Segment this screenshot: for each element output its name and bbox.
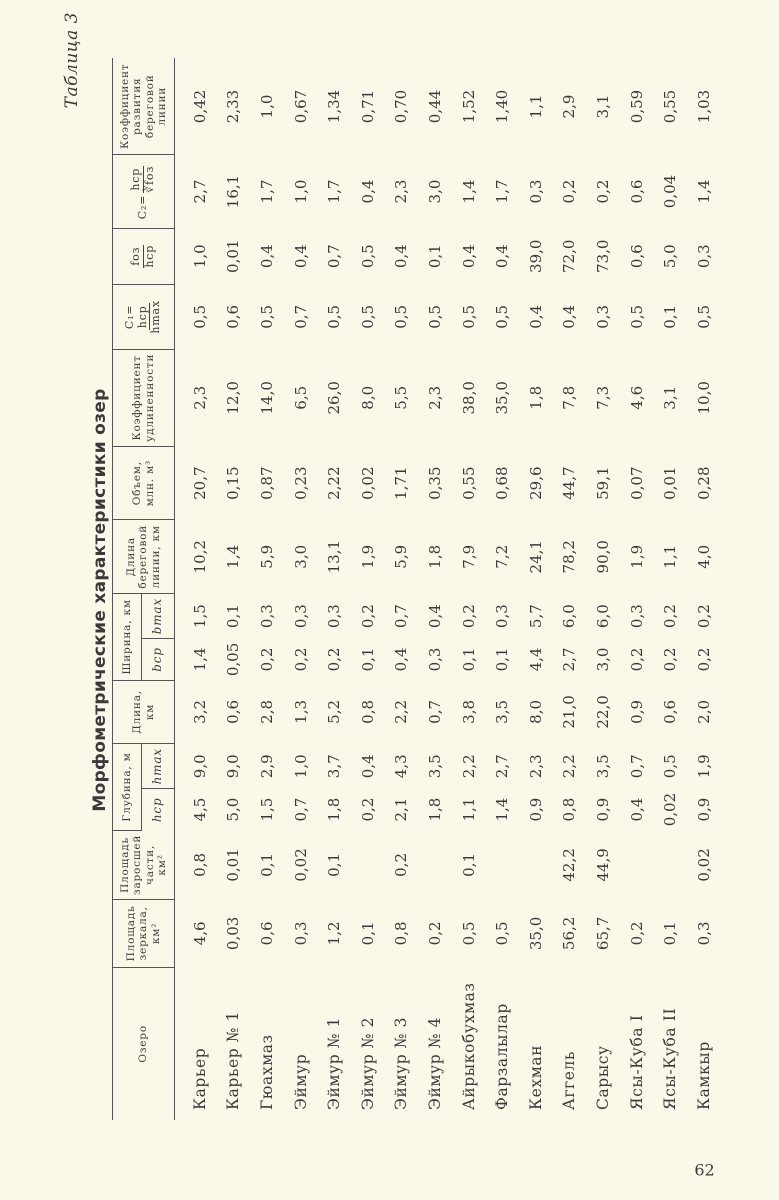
table-row xyxy=(553,58,587,1120)
cell-b-max: 0,1 xyxy=(224,604,243,629)
cell-b-max: 0,2 xyxy=(661,604,680,629)
header-elongation: Коэффициент удлиненности xyxy=(113,349,175,446)
cell-shoreline-dev: 0,42 xyxy=(190,89,209,124)
c1-denominator: hmax xyxy=(149,300,163,334)
cell-c2: 0,2 xyxy=(560,179,579,204)
cell-elongation: 1,8 xyxy=(526,385,545,410)
cell-overgrown-area: 0,01 xyxy=(224,848,243,882)
cell-f-h: 0,3 xyxy=(694,244,713,269)
cell-h-max: 2,9 xyxy=(257,754,276,779)
cell-c2: 0,04 xyxy=(661,174,680,209)
morphometric-table xyxy=(112,58,721,1120)
cell-lake: Сарысу xyxy=(593,1045,612,1110)
cell-c1: 0,1 xyxy=(661,304,680,329)
cell-elongation: 2,3 xyxy=(190,385,209,410)
cell-b-avg: 0,4 xyxy=(392,647,411,672)
cell-shoreline-length: 4,0 xyxy=(694,544,713,569)
cell-f-h: 72,0 xyxy=(560,239,579,273)
cell-shoreline-length: 1,1 xyxy=(661,544,680,569)
cell-volume: 0,15 xyxy=(224,466,243,500)
cell-shoreline-length: 1,8 xyxy=(425,544,444,569)
header-width-group: Ширина, км xyxy=(113,594,142,681)
cell-mirror-area: 0,1 xyxy=(358,921,377,946)
table-row xyxy=(175,58,217,1120)
cell-length: 0,6 xyxy=(224,699,243,724)
cell-shoreline-dev: 0,59 xyxy=(627,89,646,124)
cell-mirror-area: 0,03 xyxy=(224,916,243,951)
cell-volume: 0,55 xyxy=(459,466,478,500)
cell-shoreline-dev: 1,0 xyxy=(257,94,276,119)
table-body xyxy=(175,58,721,1120)
cell-b-max: 0,7 xyxy=(392,604,411,629)
cell-c1: 0,5 xyxy=(459,304,478,329)
cell-h-avg: 1,8 xyxy=(425,797,444,822)
cell-lake: Айрыкобухмаз xyxy=(459,982,478,1110)
cell-b-avg: 0,2 xyxy=(627,647,646,672)
cell-length: 8,0 xyxy=(526,699,545,724)
cell-volume: 29,6 xyxy=(526,466,545,500)
cell-volume: 2,22 xyxy=(325,466,344,500)
cell-b-avg: 0,2 xyxy=(325,647,344,672)
cell-mirror-area: 35,0 xyxy=(526,916,545,951)
cell-b-max: 0,3 xyxy=(627,604,646,629)
header-h-avg: hср xyxy=(142,789,175,830)
cell-shoreline-dev: 1,1 xyxy=(526,94,545,119)
header-c2 xyxy=(113,155,175,228)
cell-length: 2,2 xyxy=(392,699,411,724)
cell-shoreline-dev: 2,33 xyxy=(224,89,243,124)
cell-h-max: 1,0 xyxy=(291,754,310,779)
cell-b-max: 0,2 xyxy=(459,604,478,629)
cell-elongation: 26,0 xyxy=(325,381,344,415)
header-shoreline-development: Коэффициент развития береговой линии xyxy=(113,58,175,155)
cell-shoreline-dev: 0,55 xyxy=(661,89,680,124)
page-number: 62 xyxy=(694,1160,715,1180)
cell-h-avg: 0,7 xyxy=(291,797,310,822)
c2-denominator: ∛fоз xyxy=(143,165,156,193)
cell-lake: Гюахмаз xyxy=(257,1034,276,1110)
cell-h-avg: 2,1 xyxy=(392,797,411,822)
cell-f-h: 0,7 xyxy=(325,244,344,269)
cell-length: 3,2 xyxy=(190,699,209,724)
table-row xyxy=(586,58,620,1120)
cell-elongation: 12,0 xyxy=(224,381,243,415)
cell-elongation: 2,3 xyxy=(425,385,444,410)
cell-h-avg: 0,9 xyxy=(694,797,713,822)
cell-b-max: 0,2 xyxy=(694,604,713,629)
cell-c2: 0,6 xyxy=(627,179,646,204)
cell-elongation: 4,6 xyxy=(627,385,646,410)
cell-shoreline-dev: 1,34 xyxy=(325,89,344,124)
cell-mirror-area: 0,1 xyxy=(661,921,680,946)
cell-h-max: 2,2 xyxy=(560,754,579,779)
cell-shoreline-length: 10,2 xyxy=(190,540,209,574)
cell-volume: 20,7 xyxy=(190,466,209,500)
cell-c1: 0,5 xyxy=(325,304,344,329)
cell-c1: 0,6 xyxy=(224,304,243,329)
header-b-max: bmax xyxy=(142,594,175,639)
cell-b-avg: 0,05 xyxy=(224,642,243,677)
cell-elongation: 7,8 xyxy=(560,385,579,410)
cell-c2: 1,7 xyxy=(493,179,512,204)
cell-volume: 0,87 xyxy=(257,466,276,500)
cell-h-avg: 0,2 xyxy=(358,797,377,822)
cell-h-max: 9,0 xyxy=(224,754,243,779)
cell-h-avg: 5,0 xyxy=(224,797,243,822)
cell-length: 2,8 xyxy=(257,699,276,724)
cell-lake: Эймур № 2 xyxy=(358,1016,377,1110)
cell-elongation: 38,0 xyxy=(459,381,478,415)
cell-volume: 0,01 xyxy=(661,466,680,500)
cell-h-avg: 0,4 xyxy=(627,797,646,822)
cell-b-avg: 0,2 xyxy=(661,647,680,672)
header-h-max: hmax xyxy=(142,744,175,789)
cell-c2: 2,7 xyxy=(190,179,209,204)
cell-b-max: 0,3 xyxy=(291,604,310,629)
cell-lake: Аггель xyxy=(560,1050,579,1110)
table-row xyxy=(653,58,687,1120)
cell-lake: Эймур № 4 xyxy=(425,1016,444,1110)
header-lake: Озеро xyxy=(113,967,175,1120)
cell-overgrown-area: 0,02 xyxy=(694,848,713,882)
fh-fraction xyxy=(130,243,156,270)
cell-h-avg: 0,8 xyxy=(560,797,579,822)
cell-shoreline-dev: 3,1 xyxy=(593,94,612,119)
cell-mirror-area: 0,5 xyxy=(459,921,478,946)
cell-h-max: 3,7 xyxy=(325,754,344,779)
cell-b-avg: 0,3 xyxy=(425,647,444,672)
cell-b-avg: 0,1 xyxy=(459,647,478,672)
cell-elongation: 8,0 xyxy=(358,385,377,410)
cell-h-max: 0,7 xyxy=(627,754,646,779)
cell-overgrown-area: 0,1 xyxy=(257,853,276,877)
cell-f-h: 73,0 xyxy=(593,239,612,273)
cell-f-h: 0,4 xyxy=(392,244,411,269)
cell-overgrown-area xyxy=(519,830,553,899)
cell-elongation: 5,5 xyxy=(392,385,411,410)
cell-volume: 59,1 xyxy=(593,466,612,500)
cell-overgrown-area: 0,8 xyxy=(190,853,209,877)
cell-volume: 44,7 xyxy=(560,466,579,500)
cell-b-max: 6,0 xyxy=(593,604,612,629)
table-row xyxy=(385,58,419,1120)
cell-lake: Эймур xyxy=(291,1053,310,1110)
cell-c1: 0,4 xyxy=(560,304,579,329)
cell-shoreline-dev: 2,9 xyxy=(560,94,579,119)
table-row xyxy=(418,58,452,1120)
cell-volume: 0,35 xyxy=(425,466,444,500)
cell-shoreline-dev: 0,44 xyxy=(425,89,444,124)
table-row xyxy=(687,58,721,1120)
cell-b-avg: 0,2 xyxy=(694,647,713,672)
cell-overgrown-area: 0,2 xyxy=(392,853,411,877)
cell-length: 2,0 xyxy=(694,699,713,724)
cell-mirror-area: 56,2 xyxy=(560,916,579,951)
cell-mirror-area: 4,6 xyxy=(190,921,209,946)
cell-lake: Ясы-Куба I xyxy=(627,1014,646,1110)
table-row xyxy=(452,58,486,1120)
cell-elongation: 7,3 xyxy=(593,385,612,410)
cell-b-max: 1,5 xyxy=(190,604,209,629)
cell-b-max: 0,3 xyxy=(493,604,512,629)
cell-shoreline-length: 78,2 xyxy=(560,540,579,574)
cell-mirror-area: 0,3 xyxy=(291,921,310,946)
table-row xyxy=(317,58,351,1120)
cell-mirror-area: 65,7 xyxy=(593,916,612,951)
cell-c2: 0,2 xyxy=(593,179,612,204)
cell-overgrown-area: 44,9 xyxy=(593,848,612,882)
header-overgrown-area: Площадь заросшей части, км² xyxy=(113,830,175,899)
header-length: Длина, км xyxy=(113,680,175,744)
cell-shoreline-length: 7,9 xyxy=(459,544,478,569)
cell-h-max: 0,4 xyxy=(358,754,377,779)
cell-c2: 2,3 xyxy=(392,179,411,204)
cell-length: 22,0 xyxy=(593,695,612,729)
cell-f-h: 5,0 xyxy=(661,244,680,269)
table-row xyxy=(485,58,519,1120)
cell-length: 0,8 xyxy=(358,699,377,724)
cell-h-avg: 1,1 xyxy=(459,797,478,822)
cell-lake: Эймур № 1 xyxy=(325,1016,344,1110)
cell-overgrown-area xyxy=(620,830,654,899)
cell-volume: 0,07 xyxy=(627,466,646,500)
cell-shoreline-length: 1,4 xyxy=(224,544,243,569)
table-label: Таблица 3 xyxy=(62,12,82,109)
cell-mirror-area: 1,2 xyxy=(325,921,344,946)
cell-elongation: 14,0 xyxy=(257,381,276,415)
cell-lake: Карьер xyxy=(190,1047,209,1110)
cell-shoreline-dev: 1,03 xyxy=(694,89,713,124)
cell-lake: Эймур № 3 xyxy=(392,1016,411,1110)
cell-c2: 1,4 xyxy=(694,179,713,204)
cell-c1: 0,5 xyxy=(425,304,444,329)
cell-lake: Кехман xyxy=(526,1044,545,1110)
cell-elongation: 10,0 xyxy=(694,381,713,415)
cell-mirror-area: 0,5 xyxy=(493,921,512,946)
cell-length: 0,7 xyxy=(425,699,444,724)
cell-length: 5,2 xyxy=(325,699,344,724)
cell-b-avg: 0,2 xyxy=(291,647,310,672)
cell-h-max: 3,5 xyxy=(593,754,612,779)
cell-overgrown-area: 0,1 xyxy=(459,853,478,877)
cell-b-avg: 1,4 xyxy=(190,647,209,672)
cell-overgrown-area xyxy=(418,830,452,899)
cell-shoreline-length: 5,9 xyxy=(257,544,276,569)
cell-c2: 16,1 xyxy=(224,174,243,209)
cell-c1: 0,5 xyxy=(190,304,209,329)
cell-length: 0,9 xyxy=(627,699,646,724)
header-mirror-area: Площадь зеркала, км² xyxy=(113,900,175,968)
cell-b-avg: 4,4 xyxy=(526,647,545,672)
table-row xyxy=(284,58,318,1120)
cell-volume: 0,68 xyxy=(493,466,512,500)
cell-f-h: 39,0 xyxy=(526,239,545,273)
cell-c2: 0,3 xyxy=(526,179,545,204)
cell-c1: 0,4 xyxy=(526,304,545,329)
table-row xyxy=(217,58,251,1120)
cell-f-h: 0,01 xyxy=(224,239,243,273)
cell-mirror-area: 0,2 xyxy=(425,921,444,946)
cell-mirror-area: 0,2 xyxy=(627,921,646,946)
cell-c2: 1,0 xyxy=(291,179,310,204)
cell-c1: 0,7 xyxy=(291,304,310,329)
header-depth-group: Глубина, м xyxy=(113,744,142,831)
cell-f-h: 0,4 xyxy=(459,244,478,269)
cell-lake: Камкыр xyxy=(694,1041,713,1110)
cell-b-max: 0,3 xyxy=(257,604,276,629)
cell-b-max: 5,7 xyxy=(526,604,545,629)
cell-overgrown-area xyxy=(351,830,385,899)
cell-overgrown-area: 0,1 xyxy=(325,853,344,877)
cell-f-h: 0,5 xyxy=(358,244,377,269)
header-shoreline-length: Длина береговой линии, км xyxy=(113,520,175,594)
cell-volume: 1,71 xyxy=(392,466,411,500)
cell-b-avg: 2,7 xyxy=(560,647,579,672)
cell-mirror-area: 0,8 xyxy=(392,921,411,946)
cell-volume: 0,02 xyxy=(358,466,377,500)
cell-b-avg: 0,1 xyxy=(493,647,512,672)
cell-c2: 1,7 xyxy=(325,179,344,204)
cell-length: 3,8 xyxy=(459,699,478,724)
cell-length: 21,0 xyxy=(560,695,579,729)
cell-c1: 0,5 xyxy=(358,304,377,329)
cell-h-max: 3,5 xyxy=(425,754,444,779)
header-f-h xyxy=(113,228,175,284)
cell-h-avg: 1,4 xyxy=(493,797,512,822)
table-row xyxy=(351,58,385,1120)
cell-shoreline-dev: 0,67 xyxy=(291,89,310,124)
cell-mirror-area: 0,6 xyxy=(257,921,276,946)
cell-f-h: 1,0 xyxy=(190,244,209,269)
cell-b-avg: 3,0 xyxy=(593,647,612,672)
fh-numerator: fоз xyxy=(129,246,143,266)
cell-c1: 0,5 xyxy=(392,304,411,329)
cell-c2: 0,4 xyxy=(358,179,377,204)
cell-overgrown-area: 0,02 xyxy=(291,848,310,882)
cell-c1: 0,3 xyxy=(593,304,612,329)
cell-b-avg: 0,2 xyxy=(257,647,276,672)
cell-h-avg: 0,9 xyxy=(526,797,545,822)
cell-h-avg: 1,8 xyxy=(325,797,344,822)
cell-elongation: 3,1 xyxy=(661,385,680,410)
cell-f-h: 0,1 xyxy=(425,244,444,269)
cell-c1: 0,5 xyxy=(694,304,713,329)
header-c1 xyxy=(113,284,175,349)
c1-numerator: hср xyxy=(135,305,149,329)
cell-shoreline-dev: 0,70 xyxy=(392,89,411,124)
c1-fraction xyxy=(137,298,163,335)
cell-overgrown-area xyxy=(485,830,519,899)
cell-volume: 0,23 xyxy=(291,466,310,500)
cell-shoreline-length: 7,2 xyxy=(493,544,512,569)
cell-shoreline-length: 5,9 xyxy=(392,544,411,569)
table-title: Морфометрические характеристики озер xyxy=(90,388,110,812)
cell-h-avg: 1,5 xyxy=(257,797,276,822)
table-row xyxy=(519,58,553,1120)
cell-h-max: 2,3 xyxy=(526,754,545,779)
cell-b-max: 0,4 xyxy=(425,604,444,629)
table-row xyxy=(620,58,654,1120)
cell-shoreline-dev: 0,71 xyxy=(358,89,377,124)
c2-fraction xyxy=(130,164,156,195)
cell-c2: 1,7 xyxy=(257,179,276,204)
cell-h-max: 2,7 xyxy=(493,754,512,779)
cell-c1: 0,5 xyxy=(257,304,276,329)
cell-h-max: 4,3 xyxy=(392,754,411,779)
cell-overgrown-area xyxy=(653,830,687,899)
cell-shoreline-length: 1,9 xyxy=(358,544,377,569)
cell-shoreline-length: 13,1 xyxy=(325,540,344,574)
cell-shoreline-length: 24,1 xyxy=(526,540,545,574)
cell-c2: 1,4 xyxy=(459,179,478,204)
c1-prefix: C₁= xyxy=(123,304,137,330)
cell-lake: Ясы-Куба II xyxy=(661,1007,680,1110)
cell-f-h: 0,4 xyxy=(257,244,276,269)
cell-c2: 3,0 xyxy=(425,179,444,204)
c2-numerator: hср xyxy=(129,167,143,191)
cell-b-avg: 0,1 xyxy=(358,647,377,672)
cell-shoreline-length: 90,0 xyxy=(593,540,612,574)
cell-length: 0,6 xyxy=(661,699,680,724)
c2-prefix: C₂= xyxy=(136,194,150,220)
header-volume: Объем, млн. м³ xyxy=(113,446,175,520)
cell-lake: Карьер № 1 xyxy=(224,1010,243,1110)
cell-b-max: 0,2 xyxy=(358,604,377,629)
cell-h-max: 1,9 xyxy=(694,754,713,779)
cell-h-avg: 4,5 xyxy=(190,797,209,822)
cell-shoreline-length: 1,9 xyxy=(627,544,646,569)
header-b-avg: bср xyxy=(142,639,175,680)
cell-b-max: 0,3 xyxy=(325,604,344,629)
cell-f-h: 0,6 xyxy=(627,244,646,269)
cell-overgrown-area: 42,2 xyxy=(560,848,579,882)
cell-elongation: 35,0 xyxy=(493,381,512,415)
cell-shoreline-length: 3,0 xyxy=(291,544,310,569)
cell-h-max: 9,0 xyxy=(190,754,209,779)
cell-length: 1,3 xyxy=(291,699,310,724)
cell-length: 3,5 xyxy=(493,699,512,724)
fh-denominator: hср xyxy=(143,244,156,268)
cell-f-h: 0,4 xyxy=(493,244,512,269)
cell-f-h: 0,4 xyxy=(291,244,310,269)
cell-lake: Фарзалылар xyxy=(493,1003,512,1110)
cell-volume: 0,28 xyxy=(694,466,713,500)
cell-c1: 0,5 xyxy=(627,304,646,329)
cell-elongation: 6,5 xyxy=(291,385,310,410)
cell-h-avg: 0,9 xyxy=(593,797,612,822)
cell-b-max: 6,0 xyxy=(560,604,579,629)
cell-shoreline-dev: 1,52 xyxy=(459,89,478,124)
cell-h-max: 2,2 xyxy=(459,754,478,779)
cell-c1: 0,5 xyxy=(493,304,512,329)
cell-h-max: 0,5 xyxy=(661,754,680,779)
cell-mirror-area: 0,3 xyxy=(694,921,713,946)
cell-shoreline-dev: 1,40 xyxy=(493,89,512,124)
table-row xyxy=(250,58,284,1120)
cell-h-avg: 0,02 xyxy=(661,792,680,827)
